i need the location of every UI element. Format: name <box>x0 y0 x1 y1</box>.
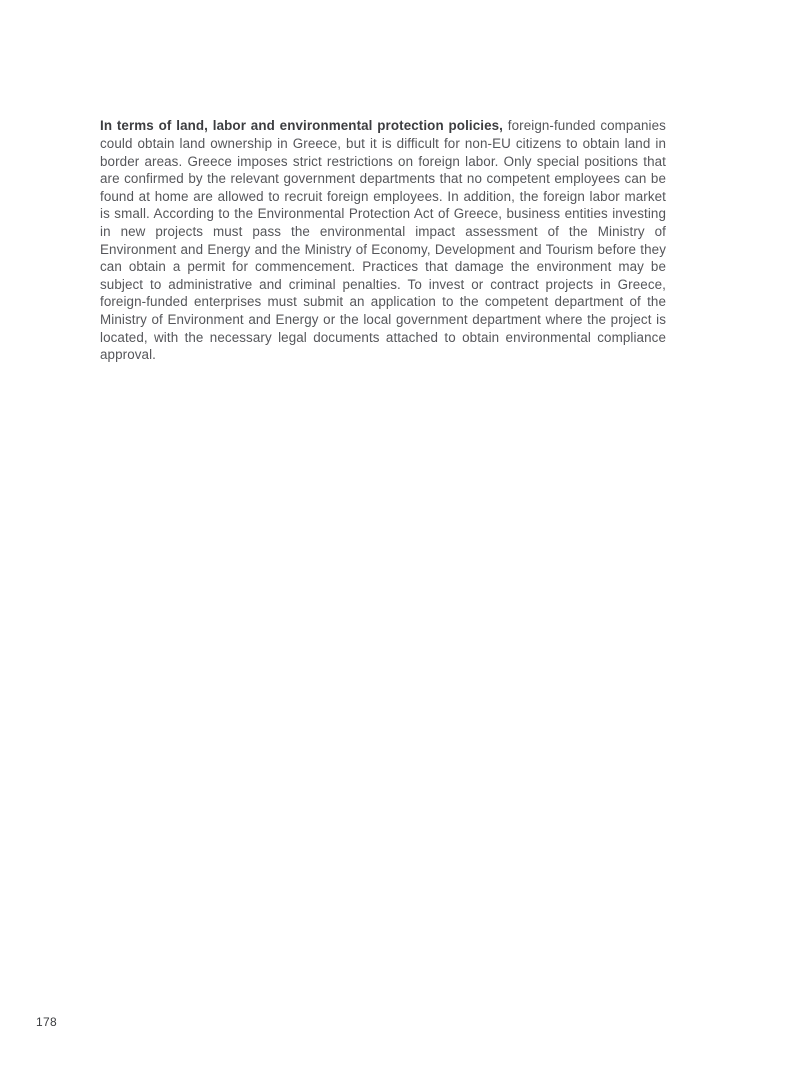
paragraph-body-text: foreign-funded companies could obtain land ownership in Greece, but it is difficult for non-EU citizens to obtain land in border areas. Greece imposes strict restrictions on foreign labor. Only special positions that are confirmed by the relevant government departments that no competent employees can be found at home are allowed to recruit foreign employees. In addition, the foreign labor market is small. According to the Environmental Protection Act of Greece, business entities investing in new projects must pass the environmental impact assessment of the Ministry of Environment and Energy and the Ministry of Economy, Development and Tourism before they can obtain a permit for commencement. Practices that damage the environment may be subject to administrative and criminal penalties. To invest or contract projects in Greece, foreign-funded enterprises must submit an application to the competent department of the Ministry of Environment and Energy or the local government department where the project is located, with the necessary legal documents attached to obtain environmental compliance approval. <box>100 118 666 363</box>
page-number: 178 <box>36 1015 57 1029</box>
main-paragraph <box>100 117 666 363</box>
paragraph-lead-bold: In terms of land, labor and environmental protection policies, <box>100 118 503 134</box>
